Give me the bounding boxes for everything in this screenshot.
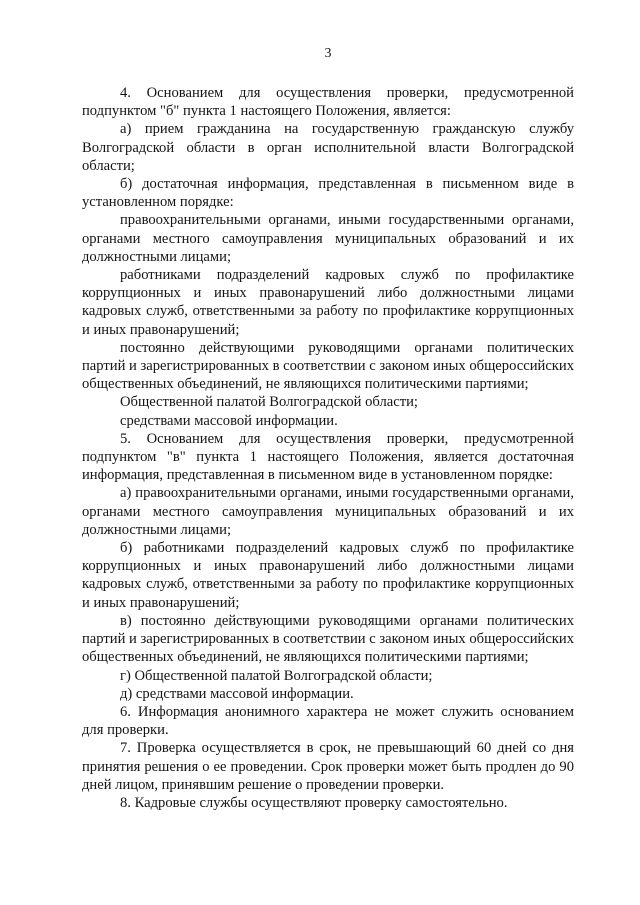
paragraph-5a: а) правоохранительными органами, иными государственными органами, органами местного самоуправления муниципальных образований и их должностными лицами;	[82, 485, 574, 538]
paragraph-4b-item-2: работниками подразделений кадровых служб по профилактике коррупционных и иных правонарушений либо должностными лицами кадровых служб, ответственными за работу по профилактике коррупционных и иных правонарушений;	[82, 267, 574, 338]
paragraph-5b: б) работниками подразделений кадровых служб по профилактике коррупционных и иных правонарушений либо должностными лицами кадровых служб, ответственными за работу по профилактике коррупционных и иных правонарушений;	[82, 540, 574, 611]
paragraph-4b-item-1: правоохранительными органами, иными государственными органами, органами местного самоуправления муниципальных образований и их должностными лицами;	[82, 212, 574, 265]
paragraph-4b-item-5: средствами массовой информации.	[120, 412, 338, 429]
paragraph-7: 7. Проверка осуществляется в срок, не превышающий 60 дней со дня принятия решения о ее проведении. Срок проверки может быть продлен до 90 дней лицом, принявшим решение о проведении проверки.	[82, 740, 574, 793]
page-number: 3	[324, 46, 332, 61]
paragraph-4b-item-4: Общественной палатой Волгоградской области;	[120, 394, 418, 411]
paragraph-5c: в) постоянно действующими руководящими органами политических партий и зарегистрированных в соответствии с законом иных общероссийских общественных объединений, не являющихся политическими партиями;	[82, 612, 574, 666]
paragraph-5e: д) средствами массовой информации.	[120, 685, 354, 702]
paragraph-4b-item-3: постоянно действующими руководящими органами политических партий и зарегистрированных в соответствии с законом иных общероссийских общественных объединений, не являющихся политическими партиями;	[82, 339, 574, 393]
paragraph-5d: г) Общественной палатой Волгоградской области;	[120, 667, 433, 684]
paragraph-6: 6. Информация анонимного характера не может служить основанием для проверки.	[82, 703, 574, 739]
paragraph-8: 8. Кадровые службы осуществляют проверку самостоятельно.	[120, 794, 508, 811]
paragraph-5: 5. Основанием для осуществления проверки, предусмотренной подпунктом "в" пункта 1 настоящего Положения, является достаточная информация, представленная в письменном виде в установленном порядке:	[82, 430, 574, 484]
document-body	[82, 84, 574, 812]
paragraph-4b: б) достаточная информация, представленная в письменном виде в установленном порядке:	[82, 176, 574, 211]
paragraph-4a: а) прием гражданина на государственную гражданскую службу Волгоградской области в орган исполнительной власти Волгоградской области;	[82, 121, 574, 174]
paragraph-4: 4. Основанием для осуществления проверки, предусмотренной подпунктом "б" пункта 1 настоящего Положения, является:	[82, 85, 574, 120]
